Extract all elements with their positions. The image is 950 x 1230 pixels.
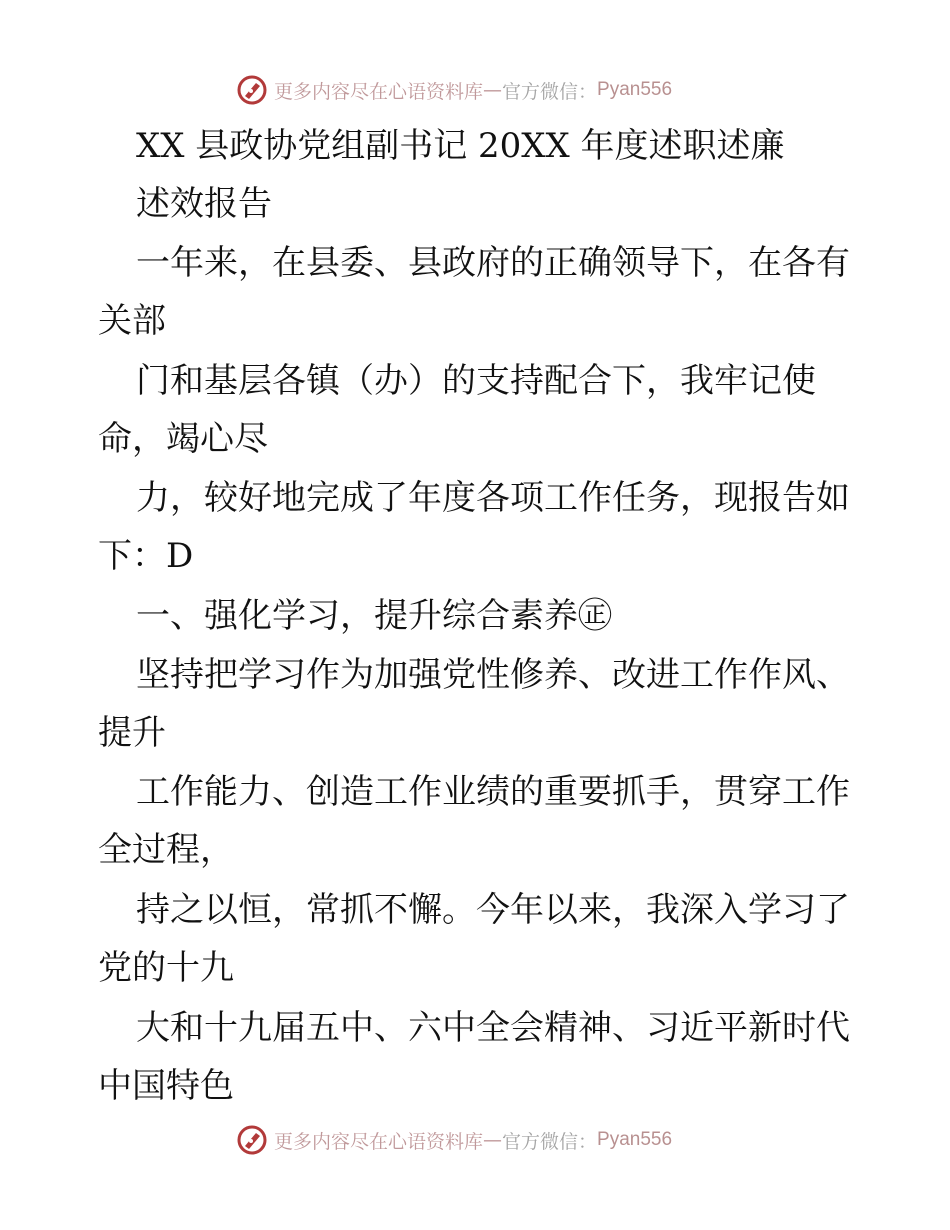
doc-title-line-1: XX 县政协党组副书记 20XX 年度述职述廉 [136,126,785,166]
watermark-handle: Pyan556 [597,79,673,100]
watermark-brand: 更多内容尽在心语资料库 [274,80,484,103]
pen-seal-icon [236,74,268,106]
doc-line: 命，竭心尽 [98,419,268,459]
watermark-handle: Pyan556 [597,1129,673,1150]
watermark-dash: — [483,1129,503,1151]
doc-line: 持之以恒，常抓不懈。今年以来，我深入学习了 [136,890,850,930]
doc-line: 工作能力、创造工作业绩的重要抓手，贯穿工作 [136,772,850,812]
watermark-brand: 更多内容尽在心语资料库 [274,1130,484,1153]
doc-line: 力，较好地完成了年度各项工作任务，现报告如 [136,478,850,518]
doc-section-heading: 一、强化学习，提升综合素养㊣ [136,596,612,636]
doc-line: 门和基层各镇（办）的支持配合下，我牢记使 [136,361,816,401]
doc-line: 提升 [98,713,166,753]
watermark-wechat-label: 官方微信： [502,80,598,103]
doc-line: 一年来，在县委、县政府的正确领导下，在各有 [136,243,850,283]
doc-line: 大和十九届五中、六中全会精神、习近平新时代 [136,1008,850,1048]
watermark-dash: — [483,79,503,101]
watermark-wechat-label: 官方微信： [502,1130,598,1153]
doc-title-line-2: 述效报告 [136,184,272,224]
doc-line: 中国特色 [98,1066,234,1106]
doc-line: 坚持把学习作为加强党性修养、改进工作作风、 [136,655,850,695]
doc-line: 下：D [98,536,194,576]
doc-line: 关部 [98,301,166,341]
doc-line: 党的十九 [98,948,234,988]
watermark-banner-bottom [236,1122,672,1158]
watermark-banner-top [236,72,672,108]
pen-seal-icon [236,1124,268,1156]
doc-line: 全过程， [98,830,234,870]
